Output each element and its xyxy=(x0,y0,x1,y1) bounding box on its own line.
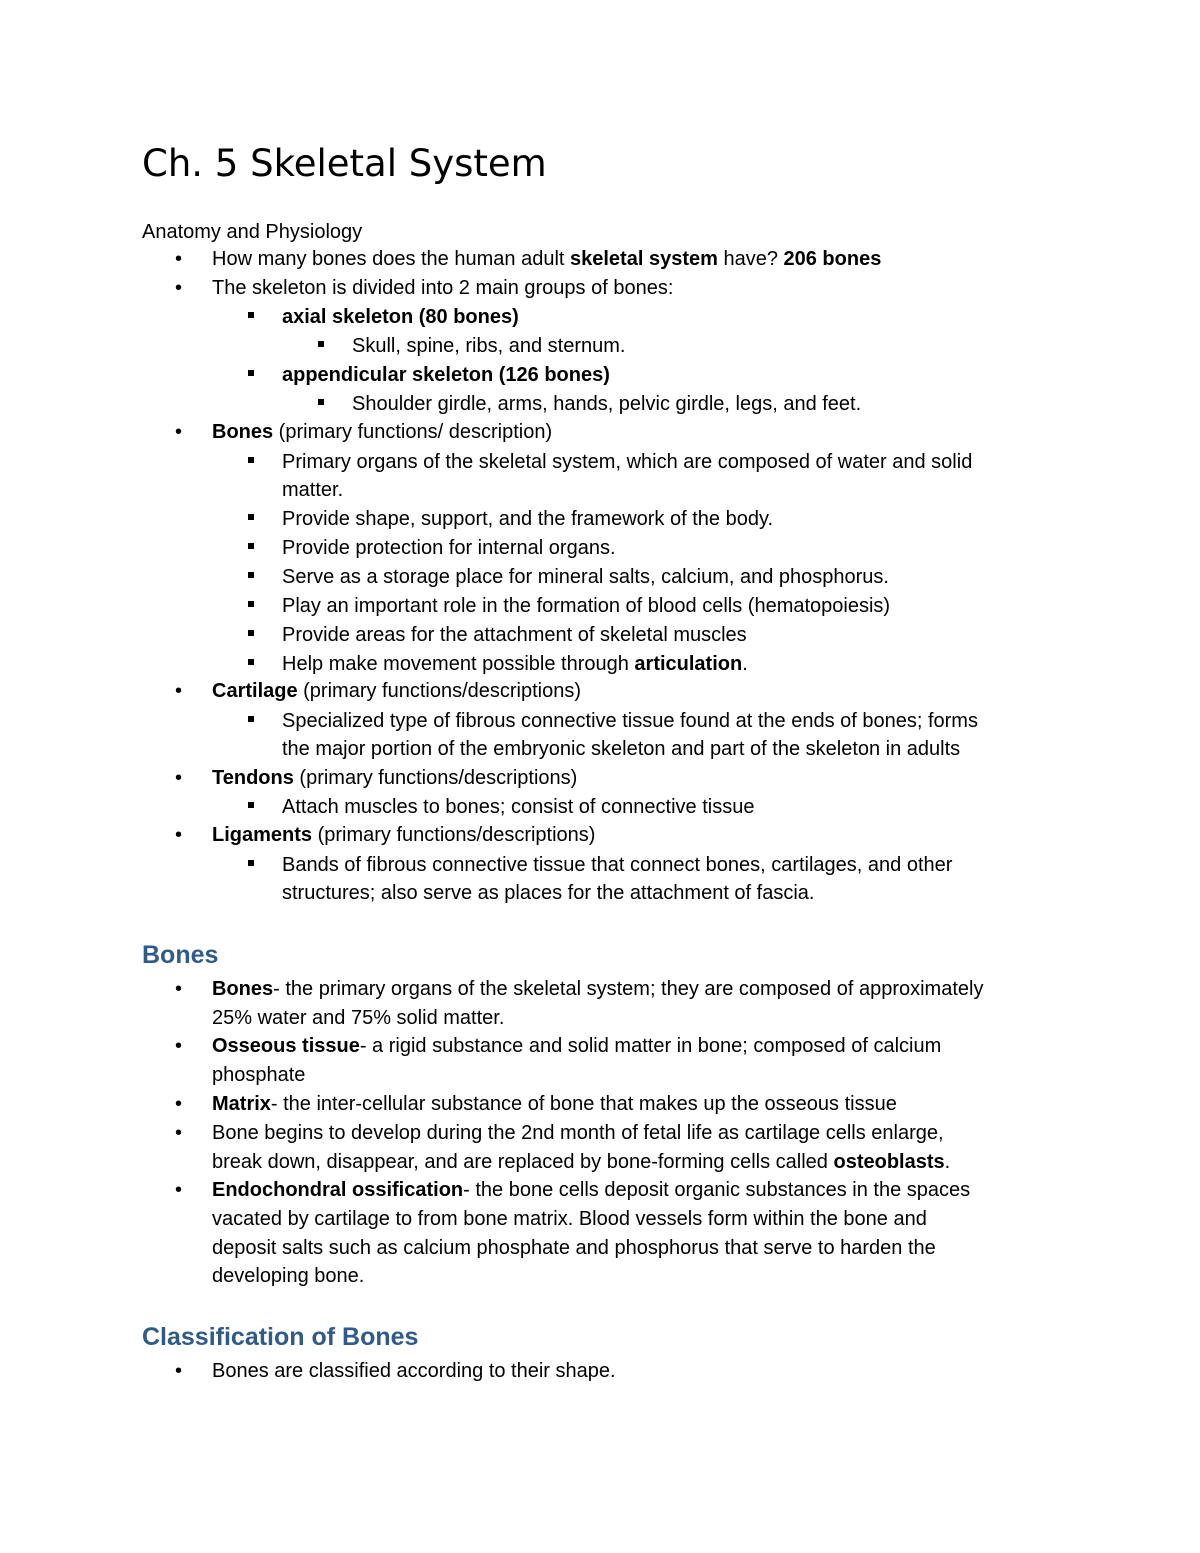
list-item: Cartilage (primary functions/descriptions) xyxy=(212,680,582,702)
bullet-icon: • xyxy=(175,767,183,789)
list-item-continuation: break down, disappear, and are replaced by bone-forming cells called osteoblasts. xyxy=(212,1151,951,1173)
list-item: How many bones does the human adult skeletal system have? 206 bones xyxy=(212,248,882,270)
bullet-icon: • xyxy=(175,421,183,443)
bullet-icon: • xyxy=(175,1122,183,1144)
square-bullet-icon xyxy=(248,370,254,376)
bullet-icon: • xyxy=(175,1179,183,1201)
square-bullet-icon xyxy=(248,312,254,318)
section-heading-bones: Bones xyxy=(142,941,219,969)
list-item-continuation: the major portion of the embryonic skeleton and part of the skeleton in adults xyxy=(282,738,961,760)
square-bullet-icon xyxy=(248,572,254,578)
square-bullet-icon xyxy=(248,601,254,607)
square-bullet-icon xyxy=(318,399,324,405)
subtitle: Anatomy and Physiology xyxy=(142,221,363,243)
square-bullet-icon xyxy=(318,341,324,347)
square-bullet-icon xyxy=(248,543,254,549)
bullet-icon: • xyxy=(175,978,183,1000)
bullet-icon: • xyxy=(175,1035,183,1057)
list-item: Provide protection for internal organs. xyxy=(282,537,616,559)
list-item-continuation: 25% water and 75% solid matter. xyxy=(212,1007,505,1029)
list-item: Ligaments (primary functions/descriptions) xyxy=(212,824,596,846)
list-item: Provide areas for the attachment of skeletal muscles xyxy=(282,624,747,646)
list-item: Play an important role in the formation of blood cells (hematopoiesis) xyxy=(282,595,891,617)
bullet-icon: • xyxy=(175,824,183,846)
list-item-continuation: phosphate xyxy=(212,1064,306,1086)
list-item: Osseous tissue- a rigid substance and solid matter in bone; composed of calcium xyxy=(212,1035,942,1057)
section-heading-classification: Classification of Bones xyxy=(142,1323,419,1351)
list-item: appendicular skeleton (126 bones) xyxy=(282,364,610,386)
list-item: Attach muscles to bones; consist of connective tissue xyxy=(282,796,755,818)
list-item: The skeleton is divided into 2 main groups of bones: xyxy=(212,277,674,299)
list-item: Serve as a storage place for mineral salts, calcium, and phosphorus. xyxy=(282,566,889,588)
square-bullet-icon xyxy=(248,514,254,520)
page-title: Ch. 5 Skeletal System xyxy=(142,142,547,185)
list-item: Primary organs of the skeletal system, which are composed of water and solid xyxy=(282,451,973,473)
bullet-icon: • xyxy=(175,1093,183,1115)
list-item: Specialized type of fibrous connective tissue found at the ends of bones; forms xyxy=(282,710,978,732)
square-bullet-icon xyxy=(248,802,254,808)
list-item: Bones- the primary organs of the skeletal system; they are composed of approximately xyxy=(212,978,984,1000)
bullet-icon: • xyxy=(175,248,183,270)
list-item-continuation: deposit salts such as calcium phosphate and phosphorus that serve to harden the xyxy=(212,1237,936,1259)
list-item: Endochondral ossification- the bone cells deposit organic substances in the spaces xyxy=(212,1179,971,1201)
list-item-continuation: vacated by cartilage to from bone matrix. Blood vessels form within the bone and xyxy=(212,1208,927,1230)
list-item: axial skeleton (80 bones) xyxy=(282,306,519,328)
bullet-icon: • xyxy=(175,277,183,299)
list-item: Bones (primary functions/ description) xyxy=(212,421,553,443)
list-item: Bands of fibrous connective tissue that connect bones, cartilages, and other xyxy=(282,854,953,876)
list-item-continuation: developing bone. xyxy=(212,1265,365,1287)
list-item: Provide shape, support, and the framework of the body. xyxy=(282,508,774,530)
list-item: Bones are classified according to their shape. xyxy=(212,1360,616,1382)
square-bullet-icon xyxy=(248,860,254,866)
list-item-continuation: structures; also serve as places for the attachment of fascia. xyxy=(282,882,815,904)
list-item: Matrix- the inter-cellular substance of bone that makes up the osseous tissue xyxy=(212,1093,897,1115)
list-item: Skull, spine, ribs, and sternum. xyxy=(352,335,626,357)
square-bullet-icon xyxy=(248,630,254,636)
square-bullet-icon xyxy=(248,457,254,463)
square-bullet-icon xyxy=(248,659,254,665)
square-bullet-icon xyxy=(248,716,254,722)
list-item-continuation: matter. xyxy=(282,479,344,501)
list-item: Bone begins to develop during the 2nd month of fetal life as cartilage cells enlarge, xyxy=(212,1122,944,1144)
bullet-icon: • xyxy=(175,1360,183,1382)
list-item: Help make movement possible through articulation. xyxy=(282,653,748,675)
bullet-icon: • xyxy=(175,680,183,702)
list-item: Tendons (primary functions/descriptions) xyxy=(212,767,578,789)
list-item: Shoulder girdle, arms, hands, pelvic girdle, legs, and feet. xyxy=(352,393,862,415)
